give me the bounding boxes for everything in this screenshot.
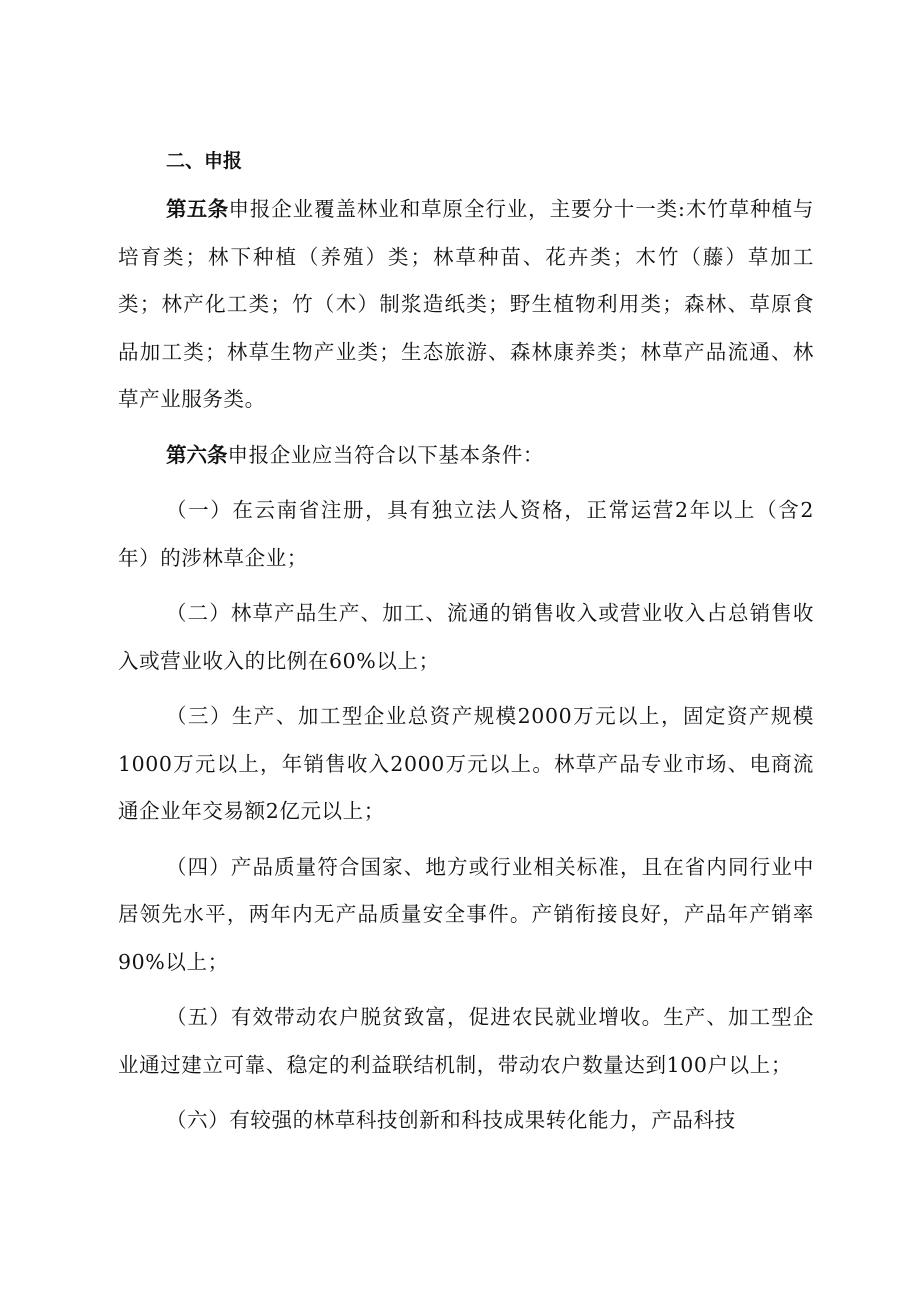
article-6-paragraph (118, 432, 814, 480)
article-6-text: 申报企业应当符合以下基本条件： (227, 442, 544, 467)
condition-6: （六）有较强的林草科技创新和科技成果转化能力，产品科技 (166, 1108, 736, 1132)
article-5-label: 第五条 (166, 197, 229, 221)
article-6-label: 第六条 (166, 442, 228, 467)
condition-1: （一）在云南省注册，具有独立法人资格，正常运营2年以上（含2年）的涉林草企业； (118, 498, 814, 570)
document-body (118, 186, 814, 1153)
condition-5: （五）有效带动农户脱贫致富，促进农民就业增收。生产、加工型企业通过建立可靠、稳定的利益联结机制，带动农户数量达到100户以上； (118, 1005, 814, 1077)
condition-2: （二）林草产品生产、加工、流通的销售收入或营业收入占总销售收入或营业收入的比例在60%以上； (118, 601, 814, 673)
condition-4: （四）产品质量符合国家、地方或行业相关标准，且在省内同行业中居领先水平，两年内无产品质量安全事件。产销衔接良好，产品年产销率90%以上； (118, 854, 814, 974)
condition-3: （三）生产、加工型企业总资产规模2000万元以上，固定资产规模1000万元以上，年销售收入2000万元以上。林草产品专业市场、电商流通企业年交易额2亿元以上； (118, 704, 814, 823)
section-heading: 二、申报 (166, 150, 243, 172)
article-5-text: 申报企业覆盖林业和草原全行业，主要分十一类:木竹草种植与培育类；林下种植（养殖）类；林草种苗、花卉类；木竹（藤）草加工类；林产化工类；竹（木）制浆造纸类；野生植物利用类；森林、草原食品加工类；林草生物产业类；生态旅游、森林康养类；林草产品流通、林草产业服务类。 (118, 197, 814, 411)
article-5-paragraph (118, 186, 814, 424)
